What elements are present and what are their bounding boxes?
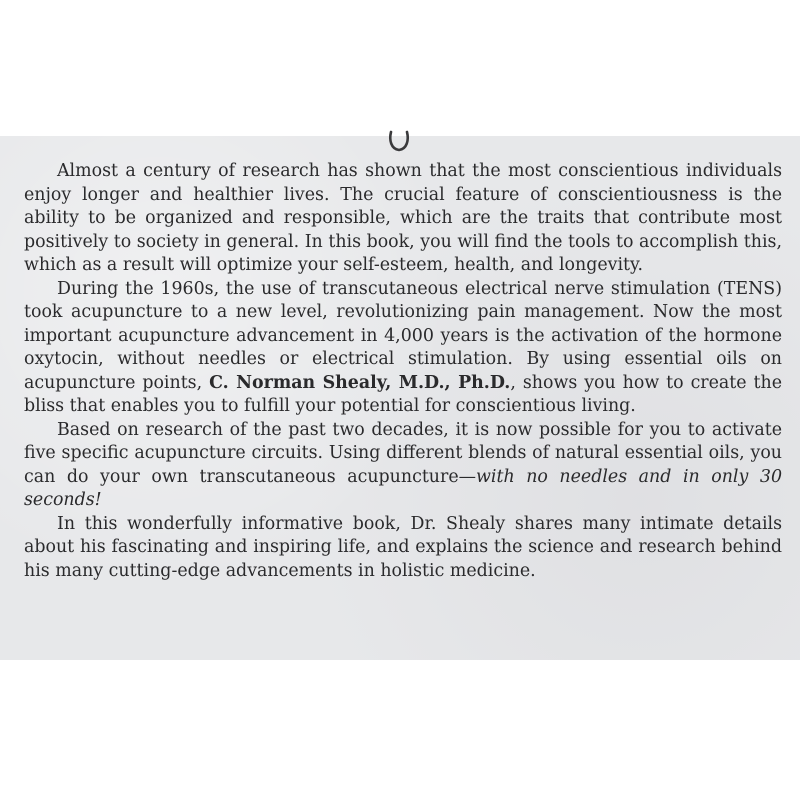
paragraph-3-text: Based on research of the past two decades, it is now possible for you to activate five specific acupuncture circuits. Using different blends of natural essential oils, you can do your own transcutaneous acupuncture— [24, 419, 782, 487]
paragraph-2 [24, 278, 782, 419]
book-description [24, 160, 782, 583]
paragraph-1: Almost a century of research has shown that the most conscientious individuals enjoy longer and healthier lives. The crucial feature of conscientiousness is the ability to be organized and responsible, which are the traits that contribute most positively to society in general. In this book, you will find the tools to accomplish this, which as a result will optimize your self-esteem, health, and longevity. [24, 161, 782, 275]
paragraph-3 [24, 419, 782, 513]
author-name: C. Norman Shealy, M.D., Ph.D. [209, 372, 511, 393]
paragraph-4: In this wonderfully informative book, Dr. Shealy shares many intimate details about his fascinating and inspiring life, and explains the science and research behind his many cutting-edge advancements in holistic medicine. [24, 513, 782, 581]
ornament-mark-icon [388, 128, 410, 154]
paragraph-2-text-end: , shows you how to create the bliss that enables you to fulfill your potential for conscientious living. [24, 372, 782, 416]
paragraph-2-text: During the 1960s, the use of transcutaneous electrical nerve stimulation (TENS) took acupuncture to a new level, revolutionizing pain management. Now the most important acupuncture advancement in 4,000 years is the activation of the hormone oxytocin, without needles or electrical stimulation. By using essential oils on acupuncture points, [24, 278, 782, 393]
paragraph-3-emphasis: with no needles and in only 30 seconds! [24, 466, 783, 510]
